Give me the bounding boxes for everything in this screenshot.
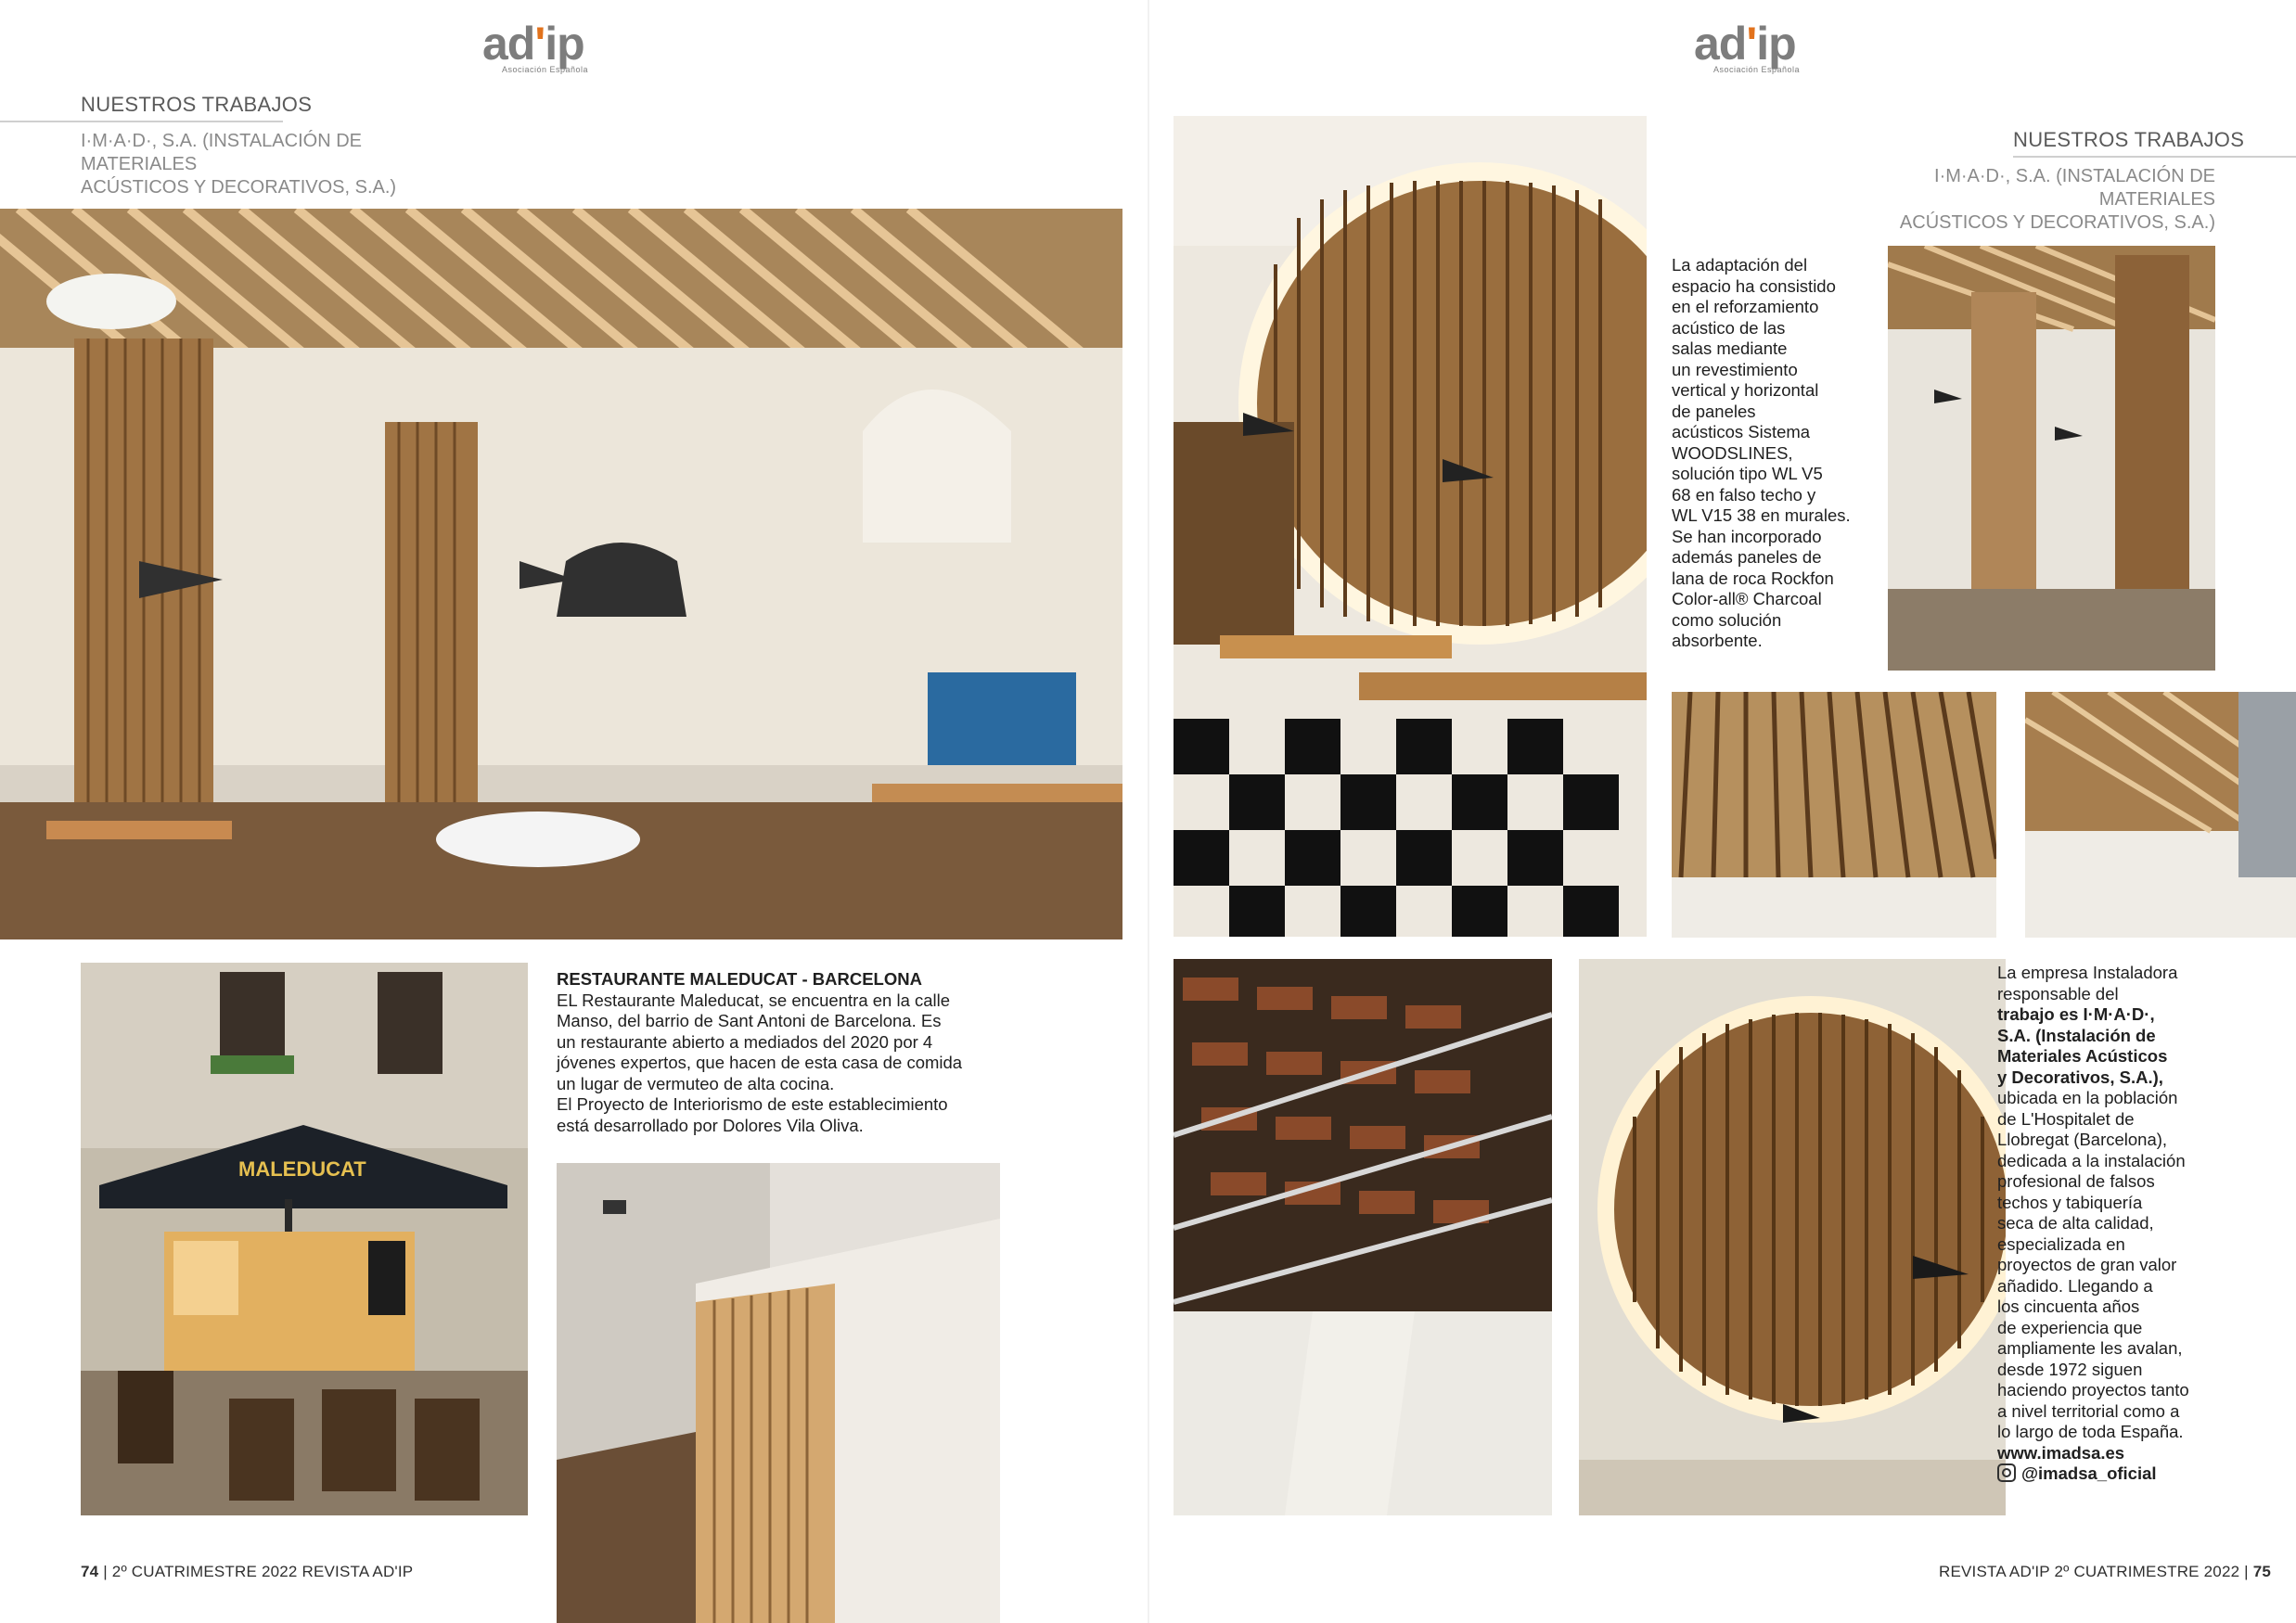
adip-logo <box>1694 20 1819 78</box>
text-line: añadido. Llegando a <box>1997 1275 2153 1296</box>
text-line: salas mediante <box>1672 339 1788 358</box>
text-line: vertical y horizontal <box>1672 380 1819 400</box>
text-line: WL V15 38 en murales. <box>1672 505 1851 525</box>
text-line: Materiales Acústicos <box>1997 1046 2168 1066</box>
article-line: Manso, del barrio de Sant Antoni de Barcelona. Es <box>557 1011 942 1030</box>
circle-wall-panel-photo <box>1579 959 2006 1515</box>
text-line: Color-all® Charcoal <box>1672 589 1822 608</box>
article-line: jóvenes expertos, que hacen de esta casa de comida <box>557 1053 963 1072</box>
text-line: espacio ha consistido <box>1672 275 1836 296</box>
text-line: además paneles de <box>1672 547 1822 567</box>
text-line: un revestimiento <box>1672 359 1798 379</box>
text-line: profesional de falsos <box>1997 1171 2155 1191</box>
text-line: y Decorativos, S.A.), <box>1997 1067 2163 1087</box>
article-heading: RESTAURANTE MALEDUCAT - BARCELONA <box>557 969 922 989</box>
page-number: 74 <box>81 1563 99 1580</box>
article-line: El Proyecto de Interiorismo de este establecimiento <box>557 1094 948 1114</box>
restaurant-facade-photo <box>81 963 528 1515</box>
article-line: un restaurante abierto a mediados del 2020 por 4 <box>557 1031 933 1052</box>
text-line: haciendo proyectos tanto <box>1997 1380 2189 1399</box>
text-line: seca de alta calidad, <box>1997 1213 2154 1233</box>
ceiling-installation-photo <box>1174 959 1552 1515</box>
text-line: solución tipo WL V5 <box>1672 464 1823 483</box>
dining-room-circle-panel-photo <box>1174 116 1647 937</box>
header-rule <box>2013 156 2296 158</box>
restaurant-interior-photo <box>0 209 1122 939</box>
subtitle-line: ACÚSTICOS Y DECORATIVOS, S.A.) <box>1899 212 2215 233</box>
text-line: los cincuenta años <box>1997 1297 2140 1316</box>
page-folio-right <box>1939 1563 2272 1581</box>
text-line: ubicada en la población <box>1997 1088 2178 1107</box>
text-line: de L'Hospitalet de <box>1997 1108 2135 1129</box>
logo-tagline: Asociación Española <box>1712 65 1801 74</box>
wall-panel-lamps-photo <box>1888 246 2215 671</box>
instagram-icon <box>1997 1463 2016 1482</box>
text-line: dedicada a la instalación <box>1997 1150 2186 1170</box>
section-title: NUESTROS TRABAJOS <box>2013 128 2245 151</box>
adip-logo <box>482 20 608 78</box>
spread-gutter <box>1148 0 1149 1623</box>
subtitle-line: I·M·A·D·, S.A. (INSTALACIÓN DE MATERIALES <box>1934 166 2215 210</box>
text-line: absorbente. <box>1672 631 1763 650</box>
subtitle-line: I·M·A·D·, S.A. (INSTALACIÓN DE MATERIALES <box>81 131 362 174</box>
logo-mark: ad'ip <box>1694 18 1796 70</box>
text-line: La empresa Instaladora <box>1997 963 2178 982</box>
article-line: EL Restaurante Maleducat, se encuentra en la calle <box>557 990 951 1010</box>
text-line: proyectos de gran valor <box>1997 1255 2177 1274</box>
text-line: de experiencia que <box>1997 1317 2143 1337</box>
slatted-ceiling-photo-2 <box>2025 692 2296 938</box>
text-line: Llobregat (Barcelona), <box>1997 1130 2168 1149</box>
text-line: Se han incorporado <box>1672 526 1822 546</box>
section-subtitle <box>81 130 470 199</box>
text-line: acústicos Sistema <box>1672 422 1811 441</box>
article-line: un lugar de vermuteo de alta cocina. <box>557 1073 835 1093</box>
text-line: S.A. (Instalación de <box>1997 1025 2156 1045</box>
page-folio-left <box>81 1563 413 1581</box>
text-line: WOODSLINES, <box>1672 442 1793 463</box>
company-description <box>1997 963 2296 1485</box>
text-line: responsable del <box>1997 983 2119 1003</box>
logo-tagline: Asociación Española <box>501 65 589 74</box>
folio-text: REVISTA AD'IP 2º CUATRIMESTRE 2022 | <box>1939 1563 2249 1580</box>
article-block <box>557 969 1002 1136</box>
section-title: NUESTROS TRABAJOS <box>81 93 313 116</box>
subtitle-line: ACÚSTICOS Y DECORATIVOS, S.A.) <box>81 177 397 198</box>
text-line: trabajo es I·M·A·D·, <box>1997 1004 2155 1024</box>
text-line: lana de roca Rockfon <box>1672 568 1834 588</box>
corridor-wall-photo <box>557 1163 1000 1623</box>
text-line: desde 1972 siguen <box>1997 1359 2143 1379</box>
woodslines-description <box>1672 255 1885 652</box>
page-number: 75 <box>2252 1563 2272 1580</box>
text-line: a nivel territorial como a <box>1997 1400 2180 1421</box>
text-line: de paneles <box>1672 401 1756 421</box>
section-subtitle <box>1818 165 2215 235</box>
text-line: La adaptación del <box>1672 255 1808 275</box>
slatted-ceiling-photo-1 <box>1672 692 1996 938</box>
instagram-handle[interactable] <box>1997 1463 2296 1485</box>
folio-text: | 2º CUATRIMESTRE 2022 REVISTA AD'IP <box>103 1563 414 1580</box>
umbrella-sign-text: MALEDUCAT <box>238 1157 366 1181</box>
instagram-text: @imadsa_oficial <box>2021 1463 2157 1483</box>
text-line: lo largo de toda España. <box>1997 1422 2184 1441</box>
text-line: acústico de las <box>1672 317 1786 338</box>
article-line: está desarrollado por Dolores Vila Oliva. <box>557 1115 864 1135</box>
text-line: techos y tabiquería <box>1997 1192 2143 1212</box>
text-line: especializada en <box>1997 1233 2125 1254</box>
website-link[interactable]: www.imadsa.es <box>1997 1442 2125 1463</box>
text-line: 68 en falso techo y <box>1672 484 1816 505</box>
logo-mark: ad'ip <box>482 18 584 70</box>
header-rule <box>0 121 283 122</box>
text-line: como solución <box>1672 609 1782 630</box>
text-line: en el reforzamiento <box>1672 297 1819 316</box>
text-line: ampliamente les avalan, <box>1997 1338 2183 1358</box>
